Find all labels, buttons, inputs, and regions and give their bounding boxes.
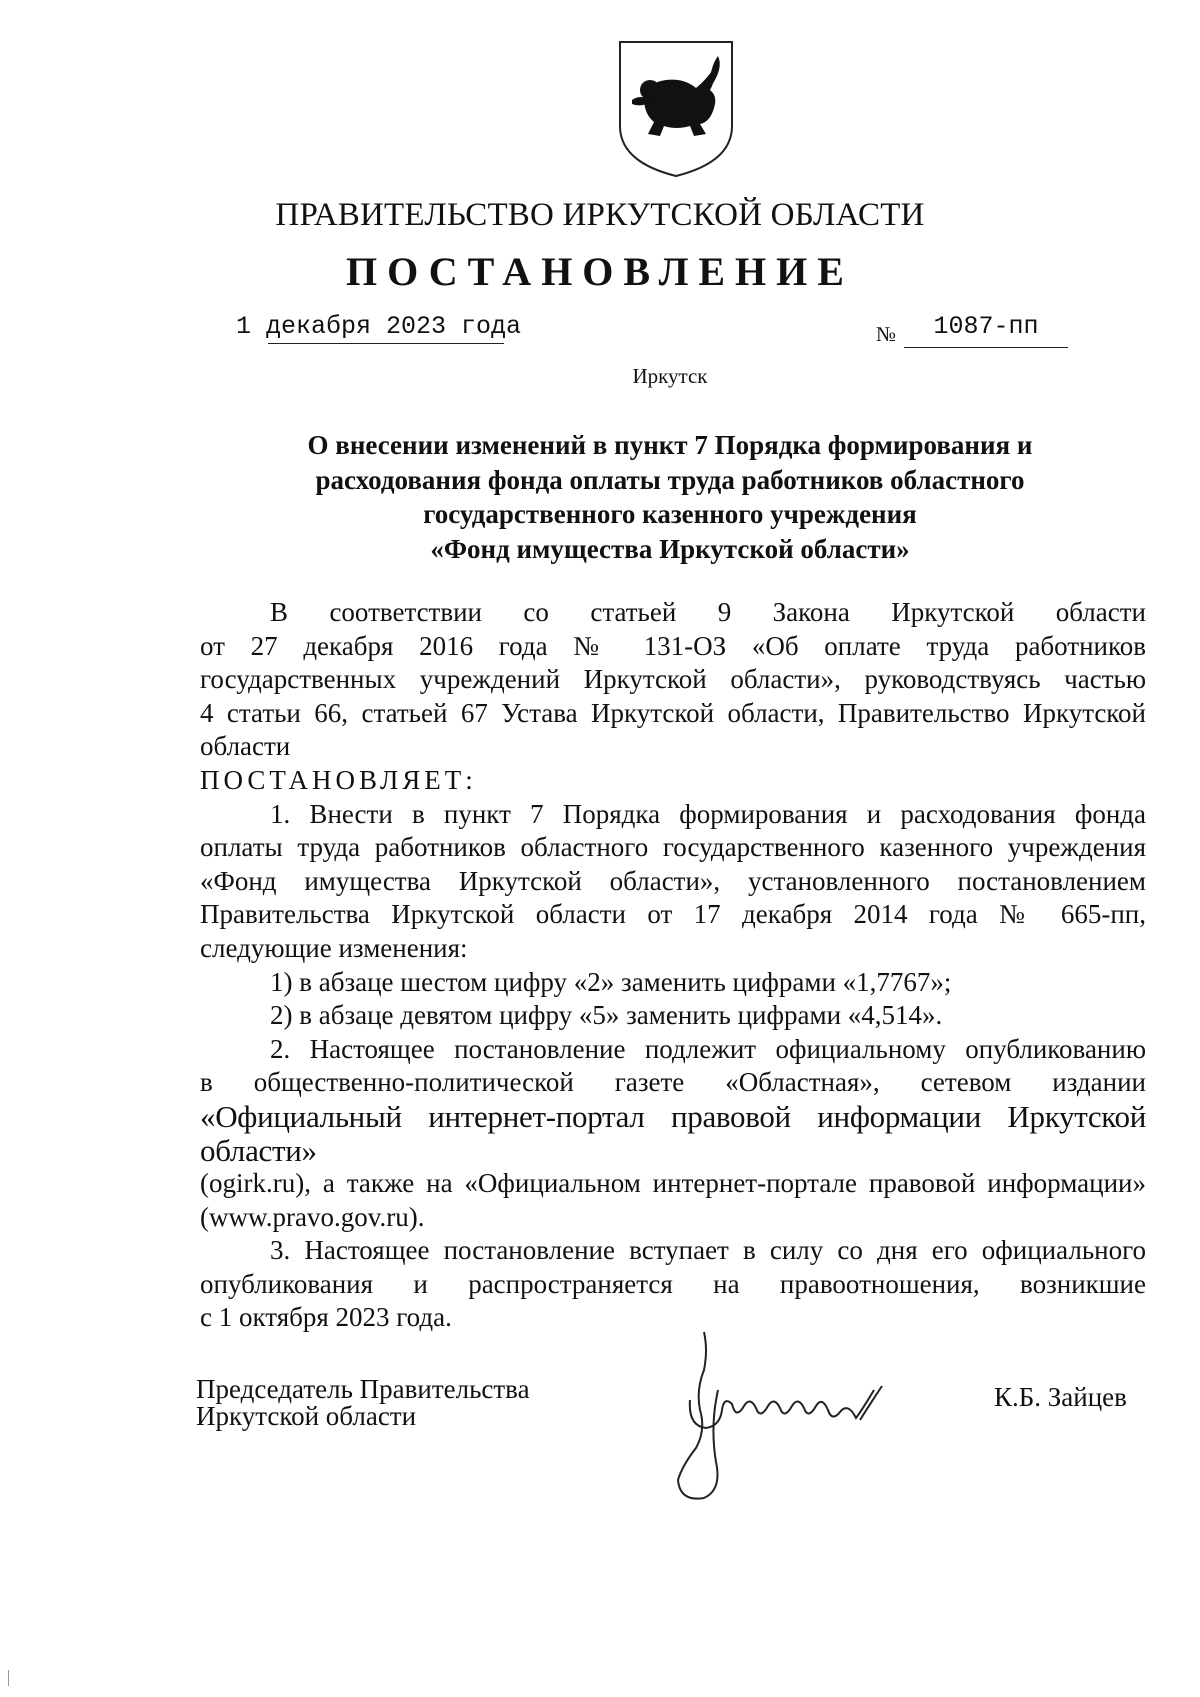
paragraph-line: «Фонд имущества Иркутской области», установленного постановлением <box>200 865 1146 896</box>
paragraph-line: «Официальный интернет-портал правовой информации Иркутской области» <box>200 1098 1146 1168</box>
paragraph-line: опубликования и распространяется на правоотношения, возникшие <box>200 1268 1146 1299</box>
coat-of-arms-icon <box>614 38 738 180</box>
paragraph-line: В соответствии со статьей 9 Закона Иркутской области <box>270 597 1146 627</box>
paragraph-line: оплаты труда работников областного государственного казенного учреждения <box>200 832 1146 863</box>
position-line: Иркутской области <box>196 1401 417 1431</box>
document-body <box>200 596 1146 1335</box>
paragraph-line: (www.pravo.gov.ru). <box>200 1201 425 1232</box>
paragraph-line: 3. Настоящее постановление вступает в силу со дня его официального <box>270 1235 1146 1266</box>
list-item: 2) в абзаце девятом цифру «5» заменить цифрами «4,514». <box>270 1000 943 1031</box>
list-item: 1) в абзаце шестом цифру «2» заменить цифрами «1,7767»; <box>270 966 952 997</box>
paragraph-line: (ogirk.ru), а также на «Официальном интернет-портале правовой информации» <box>200 1168 1146 1199</box>
title-line: расходования фонда оплаты труда работников областного <box>315 464 1025 495</box>
decree-word: ПОСТАНОВЛЯЕТ: <box>200 764 477 795</box>
paragraph-line: 1. Внести в пункт 7 Порядка формирования и расходования фонда <box>270 798 1146 829</box>
paragraph-line: 4 статьи 66, статьей 67 Устава Иркутской области, Правительство Иркутской <box>200 697 1146 728</box>
city: Иркутск <box>632 364 708 388</box>
document-type: ПОСТАНОВЛЕНИЕ <box>346 249 854 294</box>
signatory-position <box>196 1376 530 1430</box>
paragraph-line: в общественно-политической газете «Областная», сетевом издании <box>200 1067 1146 1098</box>
paragraph-line: 2. Настоящее постановление подлежит официальному опубликованию <box>270 1033 1146 1064</box>
date-underline <box>268 343 504 344</box>
number-underline <box>904 347 1068 348</box>
paragraph-line: области <box>200 731 291 762</box>
government-name: ПРАВИТЕЛЬСТВО ИРКУТСКОЙ ОБЛАСТИ <box>275 197 925 233</box>
scan-edge-mark <box>8 1670 9 1686</box>
document-number: 1087-пп <box>933 312 1039 341</box>
paragraph-line: Правительства Иркутской области от 17 декабря 2014 года № 665-пп, <box>200 899 1146 930</box>
paragraph-line: с 1 октября 2023 года. <box>200 1302 452 1333</box>
position-line: Председатель Правительства <box>196 1374 530 1404</box>
handwritten-signature <box>660 1330 920 1510</box>
document-date: 1 декабря 2023 года <box>236 312 522 341</box>
title-line: «Фонд имущества Иркутской области» <box>430 533 910 564</box>
signatory-name: К.Б. Зайцев <box>994 1382 1127 1412</box>
title-line: О внесении изменений в пункт 7 Порядка формирования и <box>307 430 1033 460</box>
paragraph-line: государственных учреждений Иркутской области», руководствуясь частью <box>200 664 1146 695</box>
document-title <box>250 428 1090 566</box>
title-line: государственного казенного учреждения <box>423 499 917 529</box>
paragraph-line: следующие изменения: <box>200 932 468 963</box>
number-sign: № <box>876 322 897 346</box>
paragraph-line: от 27 декабря 2016 года № 131-ОЗ «Об оплате труда работников <box>200 630 1146 661</box>
